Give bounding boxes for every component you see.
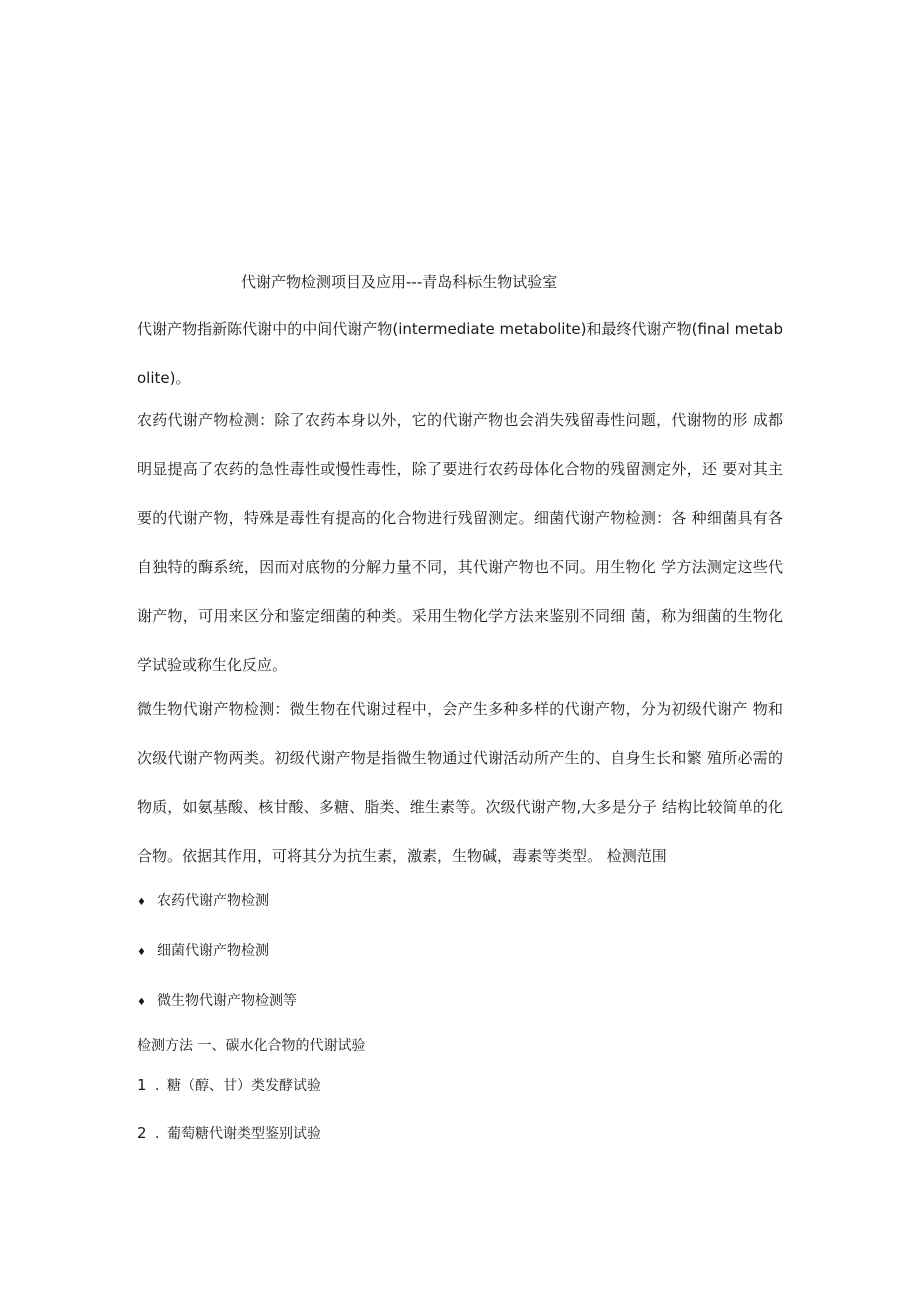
diamond-bullet-icon: ♦ [137,897,146,908]
diamond-bullet-icon: ♦ [137,947,146,958]
method-number: 1 [137,1076,147,1094]
list-item [137,927,297,977]
pesticide-bacteria-paragraph: 农药代谢产物检测：除了农药本身以外，它的代谢产物也会消失残留毒性问题，代谢物的形 成都明显提高了农药的急性毒性或慢性毒性，除了要进行农药母体化合物的残留测定外，还 要对其主要的代谢产物，特殊是毒性有提高的化合物进行残留测定。细菌代谢产物检测：各 种细菌具有各自独特的酶系统，因而对底物的分解力量不同，其代谢产物也不同。用生物化 学方法测定这些代谢产物，可用来区分和鉴定细菌的种类。采用生物化学方法来鉴别不同细 菌，称为细菌的生物化学试验或称生化反应。 [137,411,783,674]
method-separator: . [155,1078,160,1094]
scope-item-label: 细菌代谢产物检测 [157,943,269,959]
diamond-bullet-icon: ♦ [137,997,146,1008]
scope-item-label: 微生物代谢产物检测等 [157,993,297,1009]
intro-paragraph: 代谢产物指新陈代谢中的中间代谢产物(intermediate metabolite)和最终代谢产物(final metabolite)。 [137,320,783,387]
method-item [137,1072,321,1099]
method-label: 葡萄糖代谢类型鉴别试验 [167,1126,321,1142]
scope-list [137,877,297,1027]
document-title: 代谢产物检测项目及应用---青岛科标生物试验室 [241,273,558,291]
method-item [137,1120,321,1147]
methods-heading: 检测方法 一、碳水化合物的代谢试验 [137,1038,366,1054]
list-item [137,977,297,1027]
method-number: 2 [137,1124,147,1142]
microbe-paragraph: 微生物代谢产物检测：微生物在代谢过程中，会产生多种多样的代谢产物，分为初级代谢产 物和次级代谢产物两类。初级代谢产物是指微生物通过代谢活动所产生的、自身生长和繁 殖所必需的物质，如氨基酸、核甘酸、多糖、脂类、维生素等。次级代谢产物,大多是分子 结构比较简单的化合物。依据其作用，可将其分为抗生素，激素，生物碱，毒素等类型。 检测范围 [137,700,783,865]
method-separator: . [155,1126,160,1142]
method-label: 糖（醇、甘）类发酵试验 [167,1078,321,1094]
list-item [137,877,297,927]
scope-item-label: 农药代谢产物检测 [157,893,269,909]
